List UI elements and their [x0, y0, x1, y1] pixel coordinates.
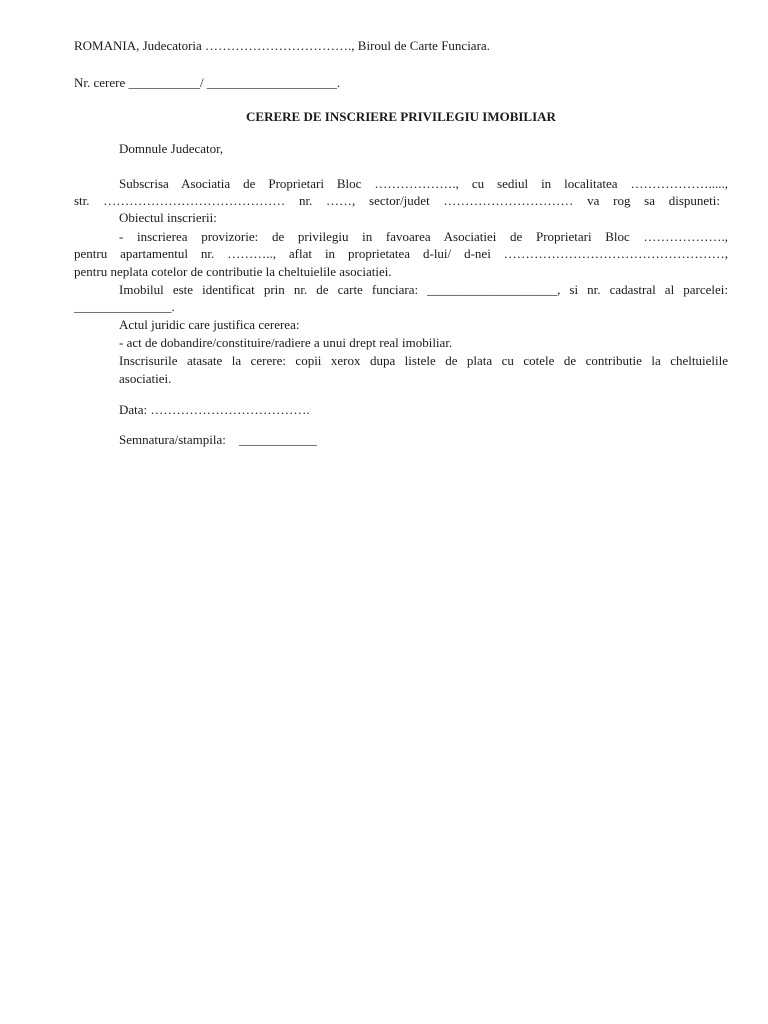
date-line: Data: ……………………………….	[119, 402, 310, 417]
paragraph-1-line-1: Subscrisa Asociatia de Proprietari Bloc ………………., cu sediul in localitatea ……………….....,	[119, 176, 728, 191]
property-line-1: Imobilul este identificat prin nr. de carte funciara: ____________________, si nr. cadastral al parcelei:	[119, 282, 728, 297]
object-item-line-1: - inscrierea provizorie: de privilegiu in favoarea Asociatiei de Proprietari Bloc ……………….,	[119, 229, 728, 244]
property-line-2: _______________.	[74, 299, 175, 314]
signature-line: Semnatura/stampila: ____________	[119, 432, 317, 447]
salutation: Domnule Judecator,	[119, 141, 224, 156]
legal-act-heading: Actul juridic care justifica cererea:	[119, 317, 300, 332]
document-title: CERERE DE INSCRIERE PRIVILEGIU IMOBILIAR	[246, 109, 556, 124]
object-item-line-2: pentru apartamentul nr. ……….., aflat in proprietatea d-lui/ d-nei ……………………………………………,	[74, 246, 728, 261]
legal-act-item: - act de dobandire/constituire/radiere a unui drept real imobiliar.	[119, 335, 453, 350]
header-line: ROMANIA, Judecatoria ……………………………., Biroul de Carte Funciara.	[74, 38, 490, 53]
attachments-line-2: asociatiei.	[119, 371, 172, 386]
request-number-line: Nr. cerere ___________/ ____________________.	[74, 75, 341, 90]
attachments-line-1: Inscrisurile atasate la cerere: copii xerox dupa listele de plata cu cotele de contributie la cheltuielile	[119, 353, 728, 368]
object-heading: Obiectul inscrierii:	[119, 210, 217, 225]
object-item-line-3: pentru neplata cotelor de contributie la cheltuielile asociatiei.	[74, 264, 392, 279]
paragraph-1-line-2: str. …………………………………… nr. ……, sector/judet ………………………… va rog sa dispuneti:	[74, 193, 720, 208]
